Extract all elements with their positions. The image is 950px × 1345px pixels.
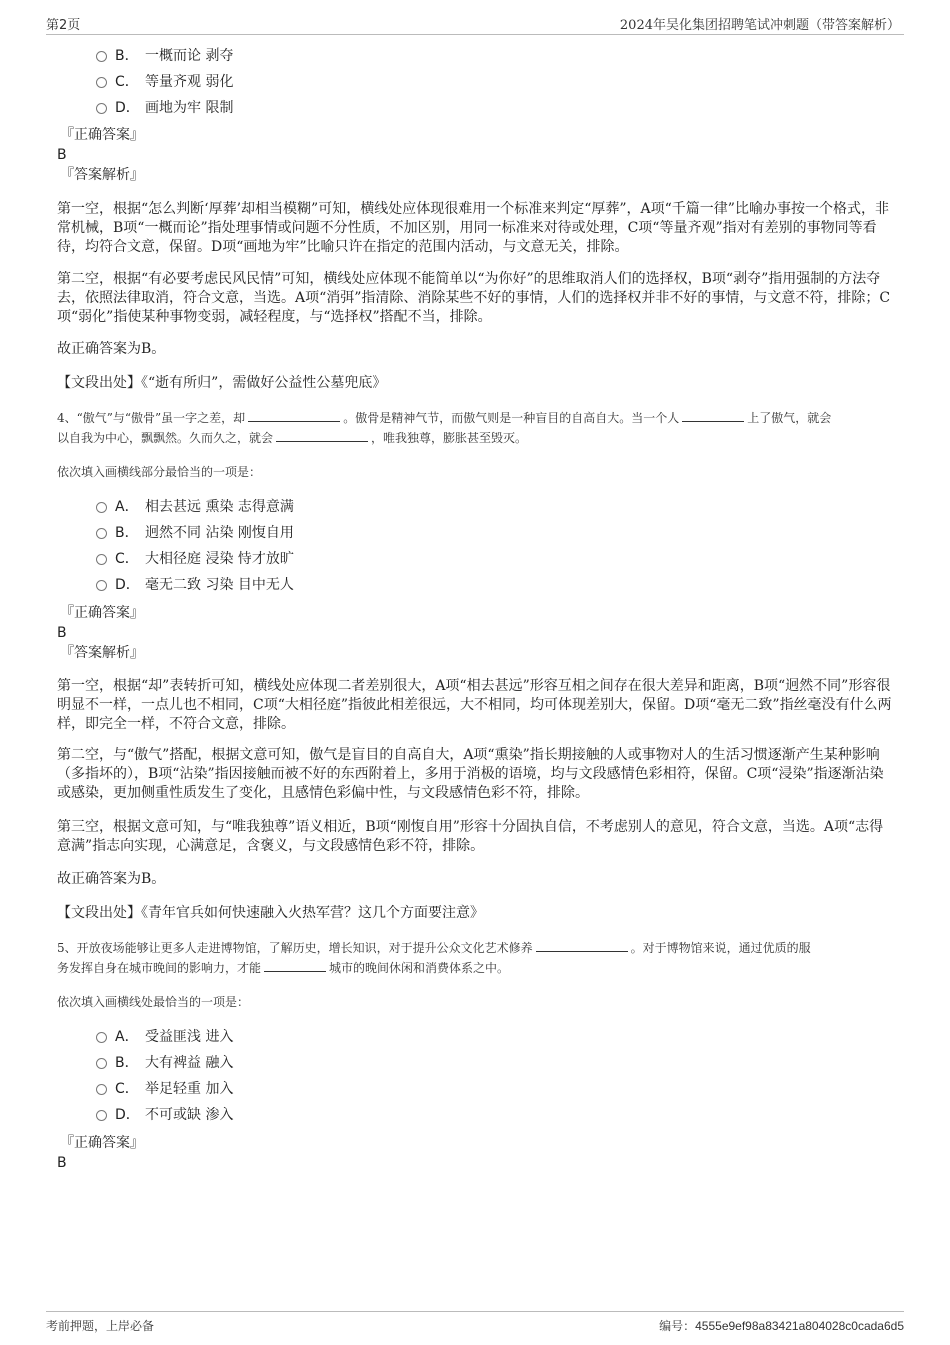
blank-1 [536,938,628,952]
radio-icon[interactable] [96,51,107,62]
q3-option-b[interactable]: B． 一概而论 剥夺 [96,47,233,65]
q4-conclusion: 故正确答案为B。 [57,871,166,887]
radio-icon[interactable] [96,1110,107,1121]
radio-icon[interactable] [96,1032,107,1043]
radio-icon[interactable] [96,1084,107,1095]
page-header [46,14,904,35]
page-number: 第2页 [46,18,81,33]
blank-2 [682,408,744,422]
q5-stem: 5、开放夜场能够让更多人走进博物馆，了解历史，增长知识，对于提升公众文化艺术修养 。对于博物馆来说，通过优质的服 务发挥自身在城市晚间的影响力，才能 城市的晚间休闲和消费体系之中。 [57,938,897,978]
q3-answer: B [57,147,67,163]
q3-option-c[interactable]: C． 等量齐观 弱化 [96,73,233,91]
radio-icon[interactable] [96,77,107,88]
q3-analysis-paragraph-1: 第一空，根据“怎么判断‘厚葬’却相当模糊”可知，横线处应体现很难用一个标准来判定“厚葬”，A项“千篇一律”比喻办事按一个格式，非常机械，B项“一概而论”指处理事情或问题不分性质，不加区别，用同一标准来对待或处理，C项“等量齐观”指对有差别的事物同等看待，均符合文意，保留。D项“画地为牢”比喻只许在指定的范围内活动，与文意无关，排除。 [57,201,889,255]
q3-conclusion: 故正确答案为B。 [57,341,166,357]
q4-instruction: 依次填入画横线部分最恰当的一项是： [57,465,262,479]
radio-icon[interactable] [96,528,107,539]
q5-option-a[interactable]: A． 受益匪浅 进入 [96,1028,233,1046]
q4-option-d[interactable]: D． 毫无二致 习染 目中无人 [96,576,294,594]
q5-instruction: 依次填入画横线处最恰当的一项是： [57,995,250,1009]
q4-option-a[interactable]: A． 相去甚远 熏染 志得意满 [96,498,294,516]
blank-3 [276,428,368,442]
q5-option-d[interactable]: D． 不可或缺 渗入 [96,1106,233,1124]
radio-icon[interactable] [96,554,107,565]
q4-option-b[interactable]: B． 迥然不同 沾染 刚愎自用 [96,524,294,542]
analysis-label: 『答案解析』 [60,645,144,661]
q5-answer: B [57,1155,67,1171]
q4-option-c[interactable]: C． 大相径庭 浸染 恃才放旷 [96,550,294,568]
q4-stem: 4、“傲气”与“傲骨”虽一字之差，却 。傲骨是精神气节，而傲气则是一种盲目的自高自大。当一个人 上了傲气，就会 以自我为中心，飘飘然。久而久之，就会 ，唯我独尊，膨胀甚至毁灭。 [57,408,897,448]
document-code: 编号：4555e9ef98a83421a804028c0cada6d5 [659,1319,904,1333]
radio-icon[interactable] [96,502,107,513]
q4-analysis-paragraph-2: 第二空，与“傲气”搭配，根据文意可知，傲气是盲目的自高自大，A项“熏染”指长期接触的人或事物对人的生活习惯逐渐产生某种影响（多指坏的），B项“沾染”指因接触而被不好的东西附着上，多用于消极的语境，均与文段感情色彩相符，保留。C项“浸染”指逐渐沾染或感染，更加侧重性质发生了变化，且感情色彩偏中性，与文段感情色彩不符，排除。 [57,747,884,801]
correct-answer-label: 『正确答案』 [60,1135,144,1151]
correct-answer-label: 『正确答案』 [60,605,144,621]
q5-option-c[interactable]: C． 举足轻重 加入 [96,1080,233,1098]
q4-analysis-paragraph-3: 第三空，根据文意可知，与“唯我独尊”语义相近，B项“刚愎自用”形容十分固执自信，不考虑别人的意见，符合文意，当选。A项“志得意满”指志向实现，心满意足，含褒义，与文段感情色彩不符，排除。 [57,819,884,854]
q3-source: 【文段出处】《“逝有所归”，需做好公益性公墓兜底》 [57,375,387,391]
analysis-label: 『答案解析』 [60,167,144,183]
q4-analysis-paragraph-1: 第一空，根据“却”表转折可知，横线处应体现二者差别很大，A项“相去甚远”形容互相之间存在很大差异和距离，B项“迥然不同”形容很明显不一样，一点儿也不相同，C项“大相径庭”指彼此相差很远，大不相同，均可体现差别大，保留。D项“毫无二致”指丝毫没有什么两样，即完全一样，不符合文意，排除。 [57,678,892,732]
blank-1 [248,408,340,422]
q4-source: 【文段出处】《青年官兵如何快速融入火热军营？这几个方面要注意》 [57,905,484,921]
blank-2 [264,958,326,972]
q4-answer: B [57,625,67,641]
q3-analysis-paragraph-2: 第二空，根据“有必要考虑民风民情”可知，横线处应体现不能简单以“为你好”的思维取消人们的选择权，B项“剥夺”指用强制的方法夺去，依照法律取消，符合文意，当选。A项“消弭”指清除、消除某些不好的事情，人们的选择权并非不好的事情，与文意不符，排除；C项“弱化”指使某种事物变弱，减轻程度，与“选择权”搭配不当，排除。 [57,271,891,325]
footer-slogan: 考前押题，上岸必备 [46,1319,155,1333]
q3-option-d[interactable]: D． 画地为牢 限制 [96,99,233,117]
radio-icon[interactable] [96,580,107,591]
radio-icon[interactable] [96,1058,107,1069]
radio-icon[interactable] [96,103,107,114]
document-title: 2024年吴化集团招聘笔试冲刺题（带答案解析） [619,18,900,33]
correct-answer-label: 『正确答案』 [60,127,144,143]
q5-option-b[interactable]: B． 大有裨益 融入 [96,1054,233,1072]
page-footer [46,1311,904,1336]
